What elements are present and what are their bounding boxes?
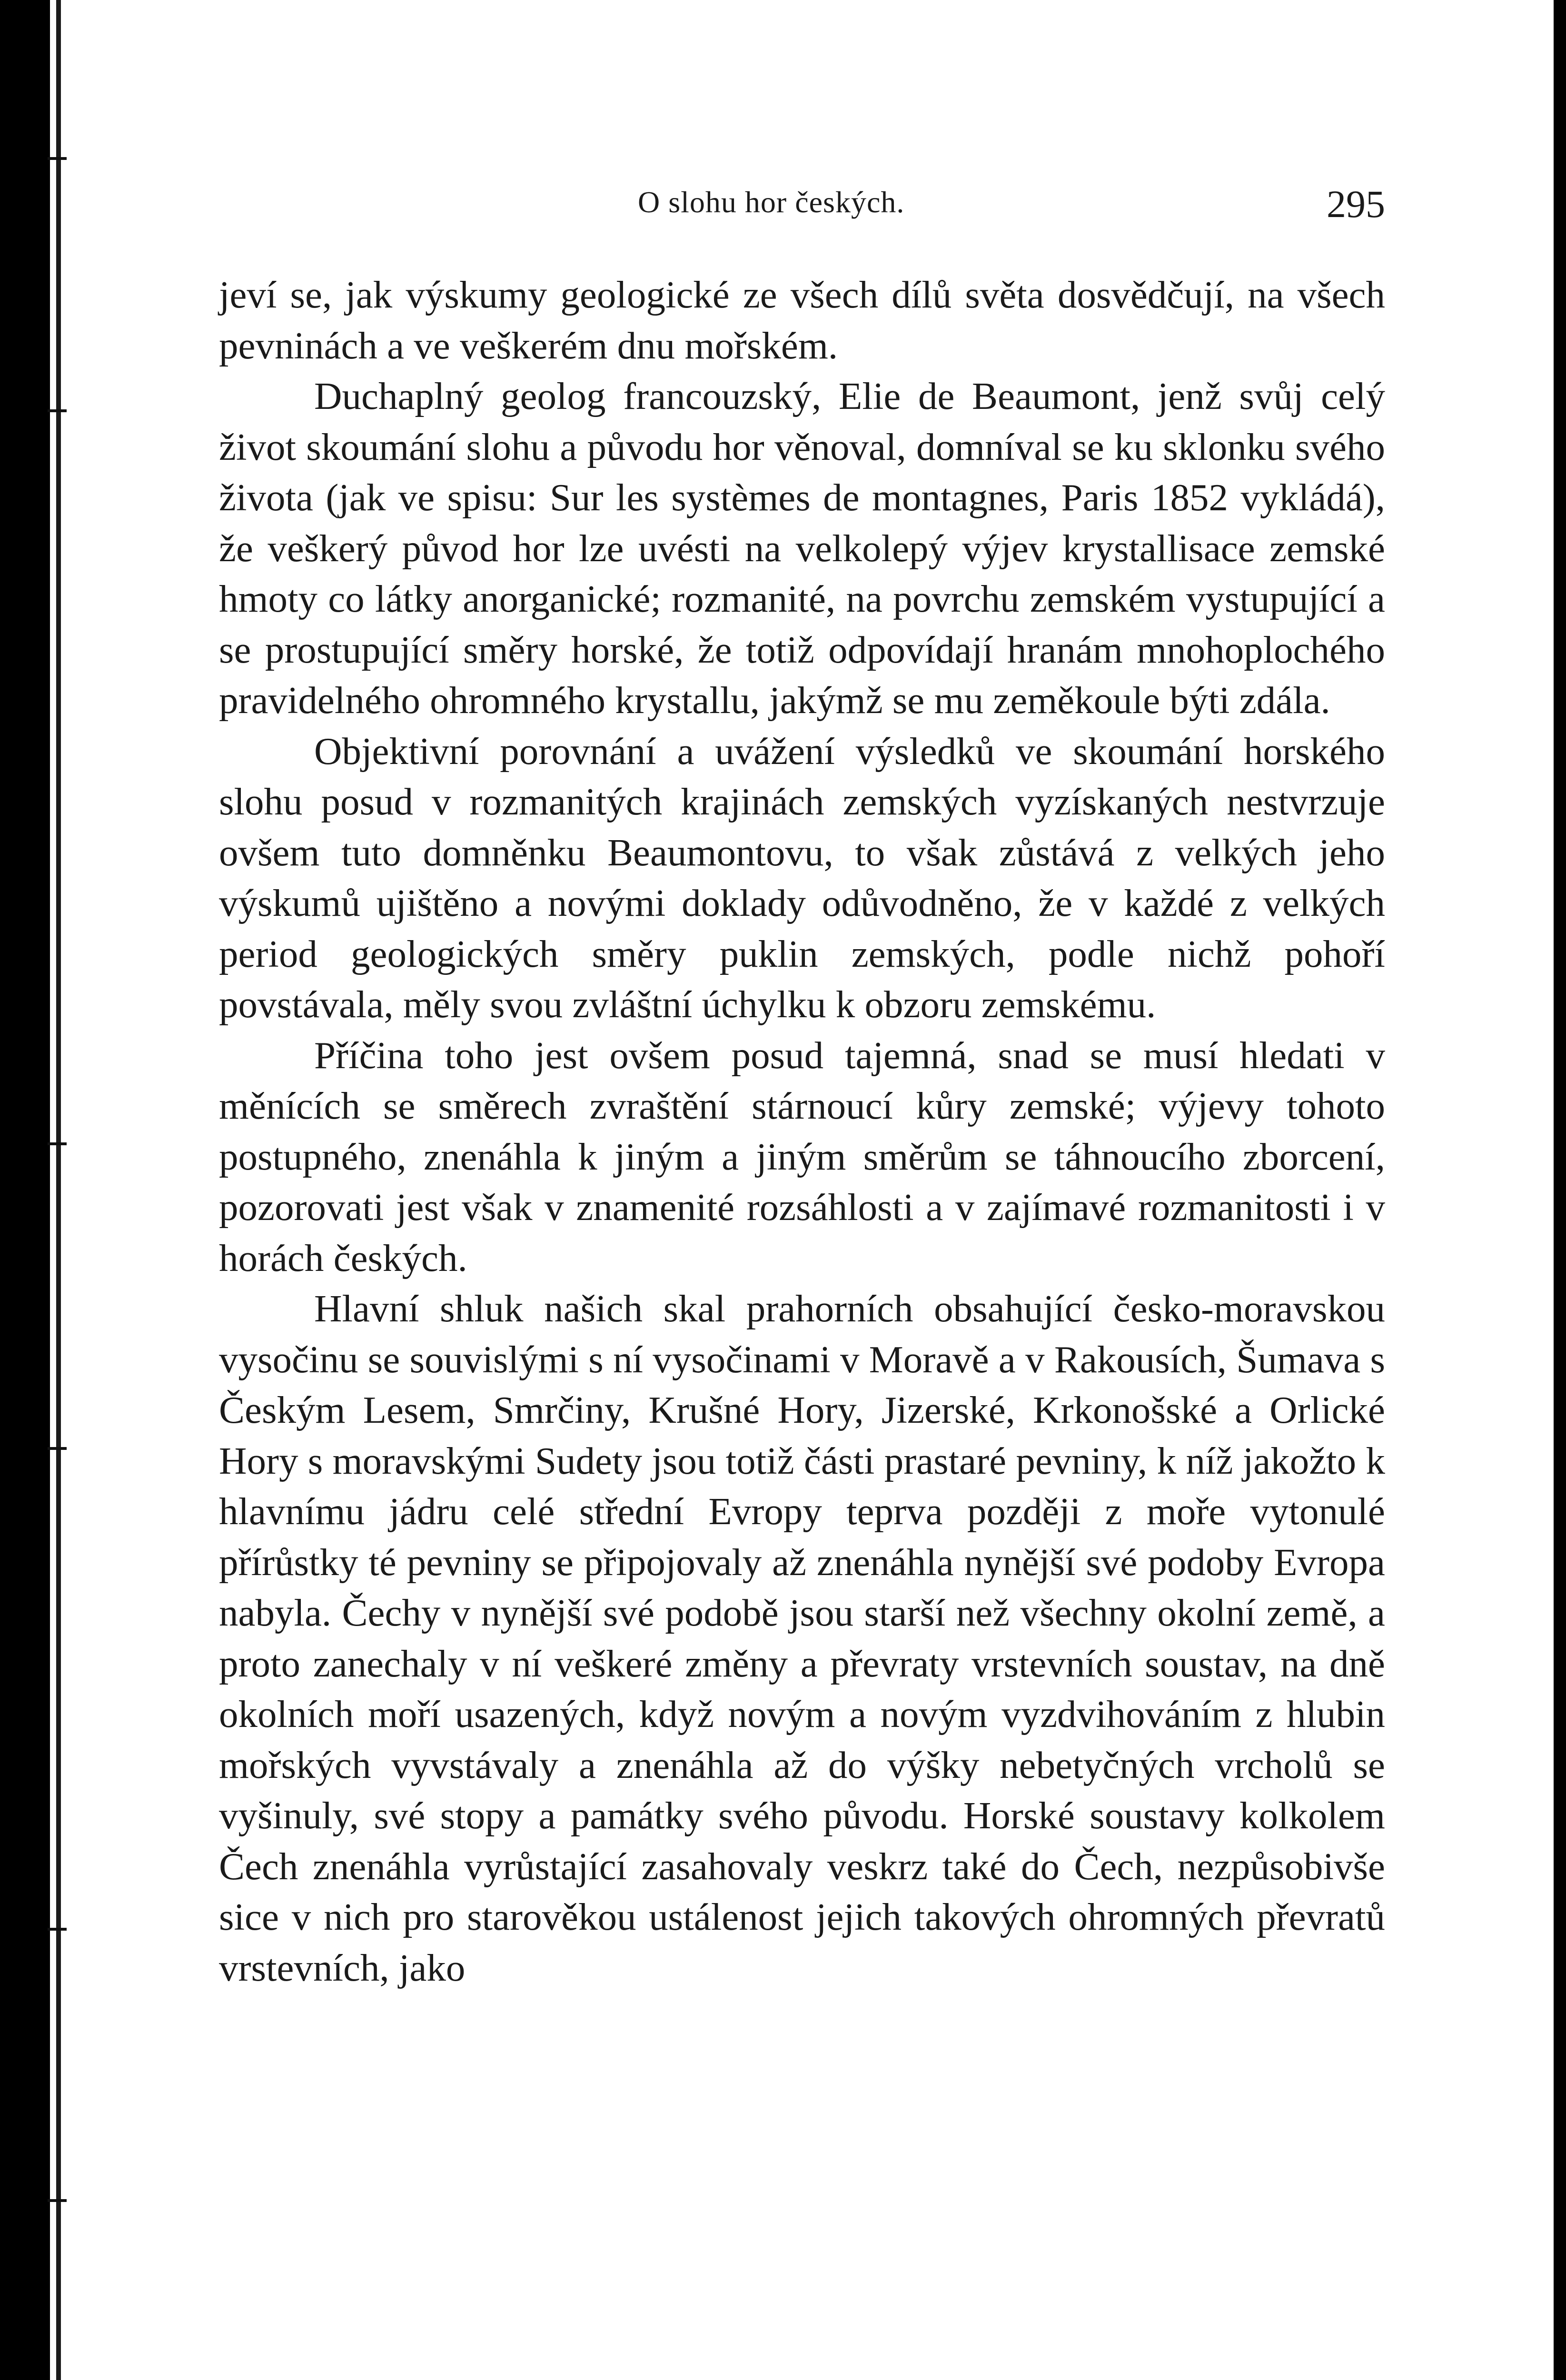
paragraph: Příčina toho jest ovšem posud tajemná, snad se musí hledati v měnících se směrech zvraštění stárnoucí kůry zemské; výjevy tohoto postupného, znenáhla k jiným a jiným směrům se táhnoucího zborcení, pozorovati jest však v znamenité rozsáhlosti a v zajímavé rozmanitosti i v horách českých. (219, 1033, 1385, 1279)
scan-edge-mark (48, 1142, 67, 1145)
paragraph: jeví se, jak výskumy geologické ze všech dílů světa dosvědčují, na všech pevninách a ve veškerém dnu mořském. (219, 273, 1385, 367)
page-header (219, 182, 1385, 232)
paragraph: Objektivní porovnání a uvážení výsledků ve skoumání horského slohu posud v rozmanitých krajinách zemských vyzískaných nestvrzuje ovšem tuto domněnku Beaumontovu, to však zůstává z velkých jeho výskumů ujištěno a novými doklady odůvodněno, že v každé z velkých period geologických směry puklin zemských, podle nichž pohoří povstávala, měly svou zvláštní úchylku k obzoru zemskému. (219, 729, 1385, 1026)
scan-binding-line (56, 0, 61, 2380)
scan-edge-mark (48, 2199, 67, 2202)
scan-edge-mark (48, 409, 67, 412)
page-number: 295 (1327, 182, 1385, 226)
paragraph: Hlavní shluk našich skal prahorních obsahující česko-moravskou vysočinu se souvislými s ní vysočinami v Moravě a v Rakousích, Šumava s Českým Lesem, Smrčiny, Krušné Hory, Jizerské, Krkonošské a Orlické Hory s moravskými Sudety jsou totiž části prastaré pevniny, k níž jakožto k hlavnímu jádru celé střední Evropy teprva později z moře vytonulé přírůstky té pevniny se připojovaly až znenáhla nynější své podoby Evropa nabyla. Čechy v nynější své podobě jsou starší než všechny okolní země, a proto zanechaly v ní veškeré změny a převraty vrstevních soustav, na dně okolních moří usazených, když novým a novým vyzdvihováním z hlubin mořských vyvstávaly a znenáhla až do výšky nebetyčných vrcholů se vyšinuly, své stopy a památky svého původu. Horské soustavy kolkolem Čech znenáhla vyrůstající zasahovaly veskrz také do Čech, nezpůsobivše sice v nich pro starověkou ustálenost jejich takových ohromných převratů vrstevních, jako (219, 1287, 1386, 1989)
scan-left-border (0, 0, 50, 2380)
scan-edge-mark (48, 1447, 67, 1450)
body-text (219, 269, 1385, 1993)
running-title: O slohu hor českých. (638, 185, 905, 219)
scan-edge-mark (48, 157, 67, 160)
paragraph: Duchaplný geolog francouzský, Elie de Beaumont, jenž svůj celý život skoumání slohu a původu hor věnoval, domníval se ku sklonku svého života (jak ve spisu: Sur les systèmes de montagnes, Paris 1852 vykládá), že veškerý původ hor lze uvésti na velkolepý výjev krystallisace zemské hmoty co látky anorganické; rozmanité, na povrchu zemském vystupující a se prostupující směry horské, že totiž odpovídají hranám mnohoplochého pravidelného ohromného krystallu, jakýmž se mu zeměkoule býti zdála. (219, 375, 1385, 722)
scan-edge-mark (48, 1928, 67, 1931)
scan-right-border (1554, 0, 1566, 2380)
